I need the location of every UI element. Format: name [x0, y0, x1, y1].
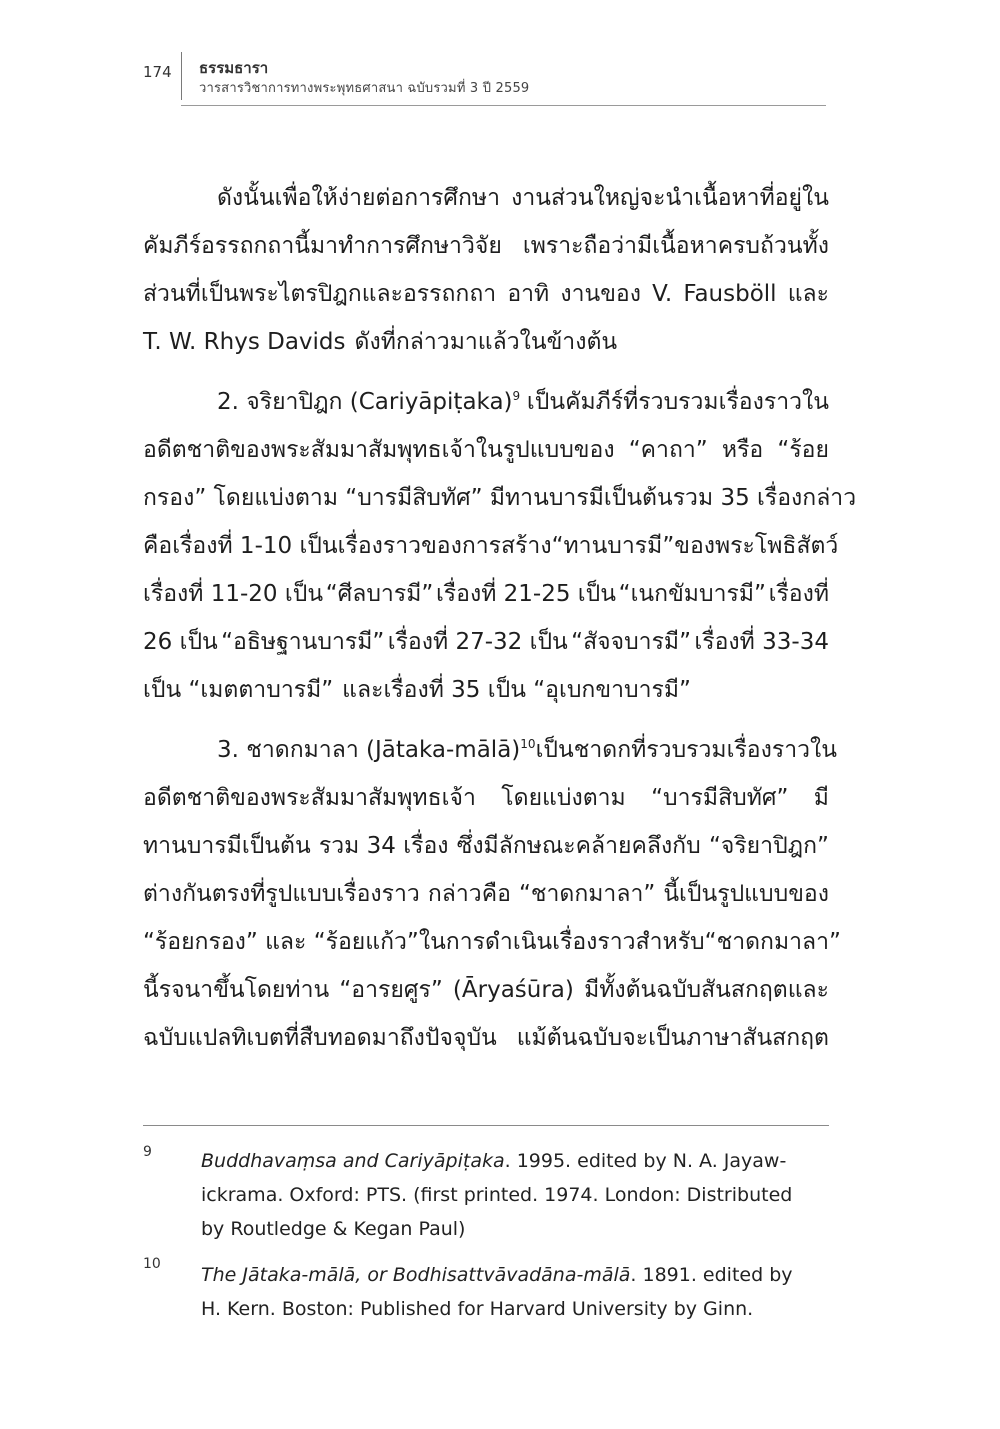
- text-segment: ซึ่งมีลักษณะคล้ายคลึงกับ: [456, 833, 701, 859]
- footnote-segment: . 1891. edited by: [630, 1264, 793, 1286]
- text-segment: (Āryaśūra): [452, 977, 574, 1003]
- footnote-text: [201, 1258, 829, 1326]
- text-segment: รวม 35 เรื่อง: [672, 485, 803, 511]
- footnote-number: 10: [143, 1256, 161, 1272]
- text-line: [143, 570, 829, 618]
- text-segment: T. W. Rhys Davids: [143, 329, 346, 355]
- text-segment: ทานบารมีเป็นต้น: [143, 833, 311, 859]
- text-segment: หรือ: [721, 437, 764, 463]
- text-line: [143, 222, 829, 270]
- footnote-number: 9: [143, 1144, 152, 1160]
- text-segment: อดีตชาติของพระสัมมาสัมพุทธเจ้าในรูปแบบของ: [143, 437, 615, 463]
- text-segment: “เนกขัมบารมี”: [618, 581, 766, 607]
- footnote-line: [201, 1144, 829, 1178]
- footnote-line: ickrama. Oxford: PTS. (first printed. 1974. London: Distributed: [201, 1184, 793, 1206]
- page-number: 174: [143, 63, 172, 81]
- text-segment: [217, 726, 536, 774]
- text-line: [143, 726, 837, 774]
- footnote-title: The Jātaka-mālā, or Bodhisattvāvadāna-mālā: [201, 1264, 631, 1286]
- text-line: [143, 270, 829, 318]
- text-segment: คัมภีร์อรรถกถานี้มาทำการศึกษาวิจัย: [143, 233, 502, 259]
- footnote-divider: [143, 1125, 829, 1126]
- text-segment: เพราะถือว่ามีเนื้อหาครบถ้วนทั้ง: [522, 233, 829, 259]
- footnote-line: by Routledge & Kegan Paul): [201, 1218, 466, 1240]
- text-line: [143, 618, 829, 666]
- text-segment: เรื่องที่ 21-25 เป็น: [435, 581, 616, 607]
- text-segment: เรื่องที่ 33-34: [694, 629, 829, 655]
- text-segment: ส่วนที่เป็นพระไตรปิฎกและอรรถกถา: [143, 281, 497, 307]
- text-segment: ในการดำเนินเรื่องราว: [418, 929, 636, 955]
- text-line: [143, 522, 839, 570]
- text-segment: มีทั้งต้นฉบับสันสกฤตและ: [584, 977, 829, 1003]
- text-segment: งานของ: [560, 281, 641, 307]
- text-segment: 26 เป็น: [143, 629, 218, 655]
- text-segment: เป็นชาดกที่รวบรวมเรื่องราวใน: [535, 737, 837, 763]
- footnote-line: [201, 1258, 829, 1292]
- paragraph-cariyapitaka: [143, 378, 857, 714]
- text-segment: ต่างกันตรงที่รูปแบบเรื่องราว: [143, 881, 420, 907]
- text-segment: นี้รจนาขึ้นโดยท่าน: [143, 977, 330, 1003]
- paragraph-intro: [143, 174, 829, 366]
- text-line: [143, 822, 829, 870]
- text-segment: 2. จริยาปิฎก (Cariyāpiṭaka): [217, 389, 513, 415]
- text-segment: รวม 34 เรื่อง: [318, 833, 449, 859]
- text-segment: เป็นคัมภีร์ที่รวบรวมเรื่องราวใน: [526, 389, 829, 415]
- journal-subtitle: วารสารวิชาการทางพระพุทธศาสนา ฉบับรวมที่ 3 ปี 2559: [199, 81, 530, 96]
- text-segment: Fausböll: [683, 281, 777, 307]
- text-segment: V.: [652, 281, 673, 307]
- journal-title: ธรรมธารา: [199, 59, 269, 77]
- text-segment: นี้เป็นรูปแบบของ: [663, 881, 829, 907]
- footnote-line: H. Kern. Boston: Published for Harvard University by Ginn.: [201, 1298, 754, 1320]
- text-segment: โดยแบ่งตาม: [501, 785, 626, 811]
- body-text: [143, 174, 857, 1074]
- text-segment: “อารยศูร”: [339, 977, 443, 1003]
- text-segment: กล่าวคือ: [427, 881, 511, 907]
- text-segment: ดังที่กล่าวมาแล้วในข้างต้น: [354, 329, 618, 355]
- text-segment: และ: [787, 281, 829, 307]
- text-segment: เรื่องที่ 11-20 เป็น: [143, 581, 324, 607]
- text-segment: ดังนั้นเพื่อให้ง่ายต่อการศึกษา: [217, 185, 501, 211]
- text-segment: และเรื่องที่ 35 เป็น “อุเบกขาบารมี”: [342, 677, 691, 703]
- text-segment: “จริยาปิฎก”: [708, 833, 829, 859]
- text-segment: [217, 378, 520, 426]
- text-segment: แม้ต้นฉบับจะเป็นภาษาสันสกฤต: [516, 1025, 829, 1051]
- text-segment: “คาถา”: [628, 437, 708, 463]
- footnote-ref-9[interactable]: 9: [512, 389, 521, 403]
- text-line: [143, 774, 829, 822]
- text-segment: เป็น “เมตตาบารมี”: [143, 677, 334, 703]
- text-segment: อาทิ: [507, 281, 550, 307]
- text-segment: งานส่วนใหญ่จะนำเนื้อหาที่อยู่ใน: [511, 185, 829, 211]
- text-segment: “ศีลบารมี”: [325, 581, 434, 607]
- text-segment: เรื่องที่ 1-10 เป็นเรื่องราวของการสร้าง: [172, 533, 552, 559]
- text-line: [143, 666, 829, 714]
- text-segment: เรื่องที่: [768, 581, 829, 607]
- text-line: [143, 174, 829, 222]
- text-segment: กล่าว: [802, 485, 857, 511]
- text-line: [143, 474, 857, 522]
- text-line: [143, 1014, 829, 1062]
- footnote-citation: [201, 1144, 786, 1178]
- text-segment: มี: [813, 785, 829, 811]
- text-segment: “อธิษฐานบารมี”: [221, 629, 385, 655]
- page-header: [0, 0, 1000, 110]
- text-segment: คือ: [143, 533, 173, 559]
- text-segment: กรอง” โดยแบ่งตาม “บารมีสิบทัศ” มีทานบารมีเป็นต้น: [143, 485, 673, 511]
- footnote-title: Buddhavaṃsa and Cariyāpiṭaka: [201, 1150, 505, 1172]
- text-line: [143, 918, 841, 966]
- text-segment: “บารมีสิบทัศ”: [651, 785, 789, 811]
- text-segment: สำหรับ: [635, 929, 705, 955]
- text-line: [143, 870, 829, 918]
- footnote-segment: . 1995. edited by N. A. Jayaw-: [504, 1150, 787, 1172]
- text-segment: “ชาดกมาลา”: [704, 929, 841, 955]
- text-segment: ฉบับแปลทิเบตที่สืบทอดมาถึงปัจจุบัน: [143, 1025, 497, 1051]
- text-segment: 3. ชาดกมาลา (Jātaka-mālā): [217, 737, 521, 763]
- text-line: [143, 426, 829, 474]
- footnote-text: [201, 1144, 829, 1246]
- header-horizontal-divider: [181, 105, 826, 106]
- header-vertical-divider: [181, 52, 182, 100]
- text-segment: “ชาดกมาลา”: [518, 881, 656, 907]
- text-segment: อดีตชาติของพระสัมมาสัมพุทธเจ้า: [143, 785, 476, 811]
- text-segment: “ร้อย: [777, 437, 829, 463]
- footnote-ref-10[interactable]: 10: [520, 737, 536, 751]
- text-segment: เรื่องที่ 27-32 เป็น: [387, 629, 568, 655]
- text-segment: “สัจจบารมี”: [571, 629, 692, 655]
- paragraph-jatakamala: [143, 726, 841, 1062]
- text-segment: ของพระโพธิสัตว์: [674, 533, 839, 559]
- text-line: [143, 318, 829, 366]
- text-line: [143, 378, 829, 426]
- text-line: [143, 966, 829, 1014]
- text-segment: “ร้อยกรอง” และ “ร้อยแก้ว”: [143, 929, 419, 955]
- text-segment: “ทานบารมี”: [551, 533, 675, 559]
